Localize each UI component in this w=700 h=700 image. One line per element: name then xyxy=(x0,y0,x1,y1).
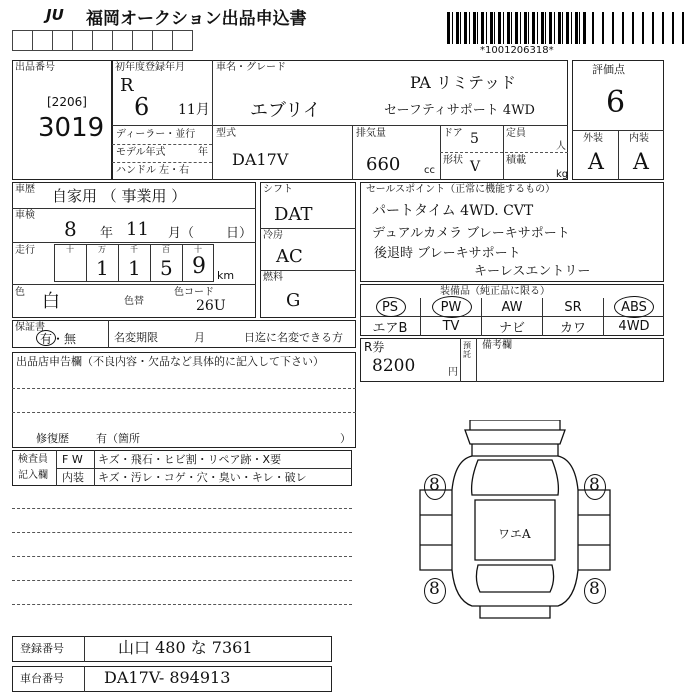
warranty-value: 有・無 xyxy=(40,332,77,346)
tire-mark-value: 8 xyxy=(589,579,600,599)
ext-label: 外装 xyxy=(583,133,603,144)
equip-pw: PW xyxy=(440,300,462,315)
sales-point-line: 後退時 ブレーキサポート xyxy=(374,246,521,261)
repair-value: 有（箇所 xyxy=(96,432,140,445)
blank-line xyxy=(12,604,352,605)
blank-line xyxy=(12,532,352,533)
divider xyxy=(12,284,256,285)
aircon-value: AC xyxy=(276,246,303,267)
color-tone-label: 色替 xyxy=(124,296,144,307)
color-value: 白 xyxy=(42,291,60,312)
aircon-label: 冷房 xyxy=(263,230,283,241)
repair-close: ） xyxy=(340,432,351,445)
inspector-fw-label: F W xyxy=(62,453,83,466)
logo: JU xyxy=(46,6,64,24)
form-title: 福岡オークション出品申込書 xyxy=(86,9,307,29)
model-type-label: 型式 xyxy=(216,128,236,139)
divider xyxy=(108,320,109,348)
drivetrain-box xyxy=(260,182,356,318)
reg-date-label: 初年度登録年月 xyxy=(115,62,185,73)
lot-number: 3019 xyxy=(38,113,105,143)
divider xyxy=(118,244,119,282)
mileage-digit: 1 xyxy=(96,256,109,280)
divider xyxy=(112,144,212,145)
barcode xyxy=(447,12,587,44)
inspector-label-2: 記入欄 xyxy=(18,470,48,481)
capacity-label: 定員 xyxy=(506,128,526,139)
chassis-label: 車台番号 xyxy=(20,672,64,685)
reg-year: 6 xyxy=(134,93,150,121)
equip-4wd: 4WD xyxy=(618,319,650,334)
divider xyxy=(260,270,356,271)
car-grade-2: セーフティサポート 4WD xyxy=(384,103,535,118)
car-grade-1: PA リミテッド xyxy=(410,73,516,92)
divider xyxy=(12,208,256,209)
model-year-unit: 年 xyxy=(198,147,208,158)
mileage-col-label: 十 xyxy=(66,245,74,254)
blank-line xyxy=(12,580,352,581)
sales-point-label: セールスポイント（正常に機能するもの） xyxy=(366,184,556,195)
model-type-value: DA17V xyxy=(232,150,289,169)
repair-label: 修復歴 xyxy=(36,432,69,445)
divider xyxy=(618,130,619,180)
mileage-digit: 5 xyxy=(160,256,173,280)
warranty-circle-mark xyxy=(36,330,56,346)
mileage-col-label: 千 xyxy=(130,245,138,254)
tire-mark-value: 8 xyxy=(589,475,600,495)
dealer-label: ディーラー・並行 xyxy=(116,129,196,140)
reg-month: 11月 xyxy=(178,102,210,118)
divider xyxy=(112,162,212,163)
divider xyxy=(212,60,213,180)
score-label: 評価点 xyxy=(592,63,625,76)
tire-mark-value: 8 xyxy=(429,579,440,599)
blank-line xyxy=(12,556,352,557)
fuel-value: G xyxy=(286,290,301,311)
divider xyxy=(476,338,477,382)
equip-ps: PS xyxy=(381,300,399,315)
remarks-label: 備考欄 xyxy=(482,340,512,351)
inspection-month-unit: 月（ xyxy=(168,226,195,241)
equip-circle-mark xyxy=(432,296,472,318)
capacity-unit: 人 xyxy=(556,141,566,152)
equip-tv: TV xyxy=(442,319,460,334)
mileage-label: 走行 xyxy=(15,245,35,256)
lot-sub-number: [2206] xyxy=(47,95,87,109)
divider xyxy=(182,244,183,282)
divider xyxy=(12,388,356,389)
deposit-label: 預託 xyxy=(463,341,471,359)
sales-point-line: パートタイム 4WD. CVT xyxy=(372,203,534,219)
int-value: A xyxy=(633,150,649,175)
equip-circle-mark xyxy=(376,297,406,317)
displacement-label: 排気量 xyxy=(356,128,386,139)
blank-line xyxy=(12,508,352,509)
equip-sr: SR xyxy=(564,300,582,315)
equip-aw: AW xyxy=(501,300,523,315)
inspection-label: 車検 xyxy=(15,210,35,221)
entry-boxes-row xyxy=(12,30,193,51)
displacement-value: 660 xyxy=(366,154,401,175)
registration-value: 山口 480 な 7361 xyxy=(118,638,253,657)
inspector-int-label: 内装 xyxy=(62,471,84,484)
divider xyxy=(56,468,352,469)
equip-leather: カワ xyxy=(559,321,586,336)
name-change-note: 日迄に名変できる方 xyxy=(244,331,343,344)
divider xyxy=(150,244,151,282)
divider xyxy=(86,244,87,282)
warranty-label: 保証書 xyxy=(15,322,45,333)
name-change-unit: 月 xyxy=(194,331,205,344)
mileage-digit: 1 xyxy=(128,256,141,280)
divider xyxy=(260,228,356,229)
chassis-value: DA17V- 894913 xyxy=(104,668,231,687)
tire-mark-value: 8 xyxy=(429,475,440,495)
mileage-col-label: 百 xyxy=(162,245,170,254)
shape-label: 形状 xyxy=(443,155,463,166)
mileage-unit: km xyxy=(217,269,235,282)
inspector-int-text: キズ・汚レ・コゲ・穴・臭い・キレ・破レ xyxy=(98,471,307,484)
right-edge-marks xyxy=(592,12,688,44)
inspector-label: 検査員 xyxy=(18,454,48,465)
shift-value: DAT xyxy=(274,204,313,225)
int-label: 内装 xyxy=(629,133,649,144)
inspection-year: 8 xyxy=(64,217,77,241)
lot-label: 出品番号 xyxy=(15,62,55,73)
fuel-label: 燃料 xyxy=(263,272,283,283)
sales-point-line: デュアルカメラ ブレーキサポート xyxy=(372,226,570,241)
comment-label: 出品店申告欄（不良内容・欠品など具体的に記入して下さい） xyxy=(16,355,324,368)
shift-label: シフト xyxy=(263,184,293,195)
divider xyxy=(440,152,568,153)
usage-label: 車歴 xyxy=(15,184,35,195)
displacement-unit: cc xyxy=(424,165,435,176)
reg-era: R xyxy=(120,75,134,96)
doors-label: ドア xyxy=(443,128,463,139)
load-unit: kg xyxy=(556,169,569,180)
recycle-unit: 円 xyxy=(448,367,458,378)
sales-point-line: キーレスエントリー xyxy=(474,264,591,279)
handle-label: ハンドル 左・右 xyxy=(116,165,190,176)
score-value: 6 xyxy=(606,85,626,120)
divider xyxy=(84,666,85,692)
divider xyxy=(84,636,85,662)
registration-label: 登録番号 xyxy=(20,642,64,655)
name-change-label: 名変期限 xyxy=(114,331,158,344)
doors-value: 5 xyxy=(470,131,479,147)
equipment-label: 装備品（純正品に限る） xyxy=(440,286,550,297)
roof-damage-note: ワエA xyxy=(498,527,531,541)
divider xyxy=(352,125,353,180)
color-label: 色 xyxy=(15,287,25,298)
car-name: エブリイ xyxy=(250,100,321,121)
load-label: 積載 xyxy=(506,155,526,166)
barcode-text: *1001206318* xyxy=(480,45,554,56)
recycle-value: 8200 xyxy=(372,356,416,376)
color-code-label: 色コード xyxy=(174,287,214,298)
divider xyxy=(112,125,568,126)
inspection-month: 11 xyxy=(126,219,149,240)
mileage-col-label: 万 xyxy=(98,245,106,254)
inspection-year-unit: 年 xyxy=(100,226,114,241)
model-year-label: モデル年式 xyxy=(116,147,166,158)
car-name-label: 車名・グレード xyxy=(216,62,286,73)
equip-circle-mark xyxy=(614,296,654,318)
color-code-value: 26U xyxy=(196,298,226,314)
ext-value: A xyxy=(588,150,604,175)
usage-value: 自家用 （ 事業用 ） xyxy=(52,187,187,205)
shape-value: V xyxy=(470,159,481,175)
inspection-day-unit: 日） xyxy=(226,226,253,241)
recycle-label: R券 xyxy=(364,340,385,354)
equip-navi: ナビ xyxy=(498,321,525,336)
equip-abs: ABS xyxy=(621,300,647,315)
mileage-digit: 9 xyxy=(192,254,206,279)
divider xyxy=(12,412,356,413)
inspector-fw-text: キズ・飛石・ヒビ割・リペア跡・X要 xyxy=(98,453,282,466)
divider xyxy=(460,338,461,382)
divider xyxy=(12,242,256,243)
equip-airbag: エアB xyxy=(372,321,408,336)
mileage-col-label: 十 xyxy=(194,245,202,254)
